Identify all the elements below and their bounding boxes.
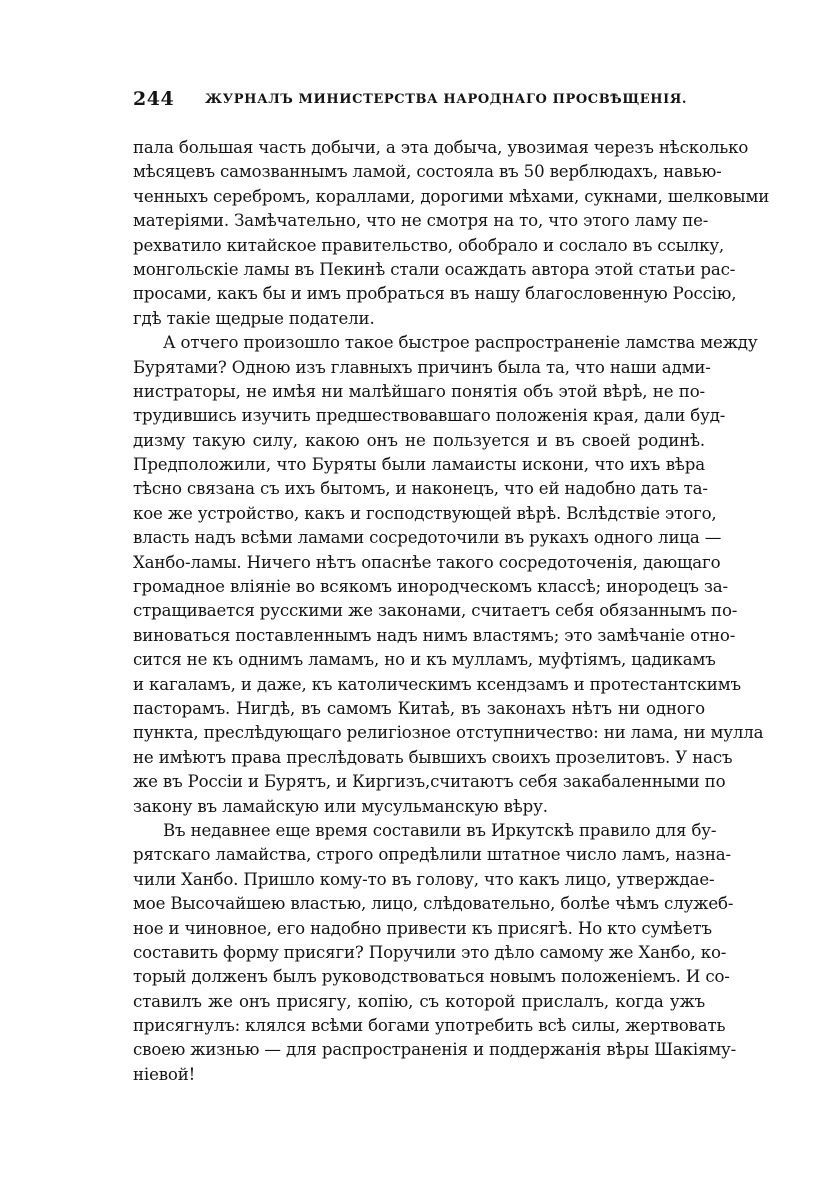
text-line: пасторамъ. Нигдѣ, въ самомъ Китаѣ, въ законахъ нѣтъ ни одного xyxy=(133,698,705,718)
text-line: присягнулъ: клялся всѣми богами употребить всѣ силы, жертвовать xyxy=(133,1016,726,1036)
text-line: составить форму присяги? Поручили это дѣло самому же Ханбо, ко- xyxy=(133,942,727,962)
text-line: ченныхъ серебромъ, кораллами, дорогими мѣхами, сукнами, шелковыми xyxy=(133,186,770,206)
text-line: стращивается русскими же законами, считаетъ себя обязаннымъ по- xyxy=(133,601,738,621)
text-line: рятскаго ламайства, строго опредѣлили штатное число ламъ, назна- xyxy=(133,845,731,865)
text-line: чили Ханбо. Пришло кому-то въ голову, что какъ лицо, утверждае- xyxy=(133,869,715,889)
page-number: 244 xyxy=(133,88,175,110)
text-line: монгольскіе ламы въ Пекинѣ стали осаждать автора этой статьи рас- xyxy=(133,259,736,279)
running-title: ЖУРНАЛЪ МИНИСТЕРСТВА НАРОДНАГО ПРОСВѢЩЕНІЯ. xyxy=(205,92,688,107)
text-line: просами, какъ бы и имъ пробраться въ нашу благословенную Россію, xyxy=(133,284,737,304)
text-line: трудившись изучить предшествовавшаго положенія края, дали буд- xyxy=(133,406,726,426)
text-line: Въ недавнее еще время составили въ Иркутскѣ правило для бу- xyxy=(163,820,717,840)
text-line: Предположили, что Буряты были ламаисты искони, что ихъ вѣра xyxy=(133,455,705,475)
text-line: мое Высочайшею властью, лицо, слѣдовательно, болѣе чѣмъ служеб- xyxy=(133,894,734,914)
text-line: рехватило китайское правительство, обобрало и сослало въ ссылку, xyxy=(133,235,725,255)
text-line: не имѣютъ права преслѣдовать бывшихъ своихъ прозелитовъ. У насъ xyxy=(133,747,733,767)
text-line: своею жизнью — для распространенія и поддержанія вѣры Шакіяму- xyxy=(133,1040,737,1060)
text-line: ное и чиновное, его надобно привести къ присягѣ. Но кто сумѣетъ xyxy=(133,918,712,938)
text-line: и кагаламъ, и даже, къ католическимъ ксендзамъ и протестантскимъ xyxy=(133,674,741,694)
text-line: гдѣ такіе щедрые податели. xyxy=(133,308,375,328)
page-header xyxy=(133,88,693,116)
text-line: дизму такую силу, какою онъ не пользуется и въ своей родинѣ. xyxy=(133,430,705,450)
text-line: тѣсно связана съ ихъ бытомъ, и наконецъ, что ей надобно дать та- xyxy=(133,479,708,499)
text-line: закону въ ламайскую или мусульманскую вѣру. xyxy=(133,796,548,816)
body-text xyxy=(133,136,770,1087)
text-line: кое же устройство, какъ и господствующей вѣрѣ. Вслѣдствіе этого, xyxy=(133,503,717,523)
text-line: Бурятами? Одною изъ главныхъ причинъ была та, что наши адми- xyxy=(133,357,711,377)
text-line: А отчего произошло такое быстрое распространеніе ламства между xyxy=(163,333,758,353)
text-line: пункта, преслѣдующаго религіозное отступничество: ни лама, ни мулла xyxy=(133,723,764,743)
text-line: ставилъ же онъ присягу, копію, съ которой прислалъ, когда ужъ xyxy=(133,991,705,1011)
text-line: сится не къ однимъ ламамъ, но и къ мулламъ, муфтіямъ, цадикамъ xyxy=(133,650,716,670)
text-line: торый долженъ былъ руководствоваться новымъ положеніемъ. И со- xyxy=(133,967,730,987)
text-line: громадное вліяніе во всякомъ инородческомъ классѣ; инородецъ за- xyxy=(133,577,729,597)
text-line: нистраторы, не имѣя ни малѣйшаго понятія объ этой вѣрѣ, не по- xyxy=(133,381,705,401)
text-line: пала большая часть добычи, а эта добыча, увозимая черезъ нѣсколько xyxy=(133,138,749,157)
text-line: виноваться поставленнымъ надъ нимъ властямъ; это замѣчаніе отно- xyxy=(133,625,736,645)
text-line: Ханбо-ламы. Ничего нѣтъ опаснѣе такого сосредоточенія, дающаго xyxy=(133,552,721,572)
text-line: власть надъ всѣми ламами сосредоточили въ рукахъ одного лица — xyxy=(133,528,722,548)
text-line: матеріями. Замѣчательно, что не смотря на то, что этого ламу пе- xyxy=(133,211,709,231)
text-line: ніевой! xyxy=(133,1064,196,1084)
text-line: мѣсяцевъ самозваннымъ ламой, состояла въ 50 верблюдахъ, навью- xyxy=(133,162,722,182)
text-line: же въ Россіи и Бурятъ, и Киргизъ,считаютъ себя закабаленными по xyxy=(133,772,726,792)
